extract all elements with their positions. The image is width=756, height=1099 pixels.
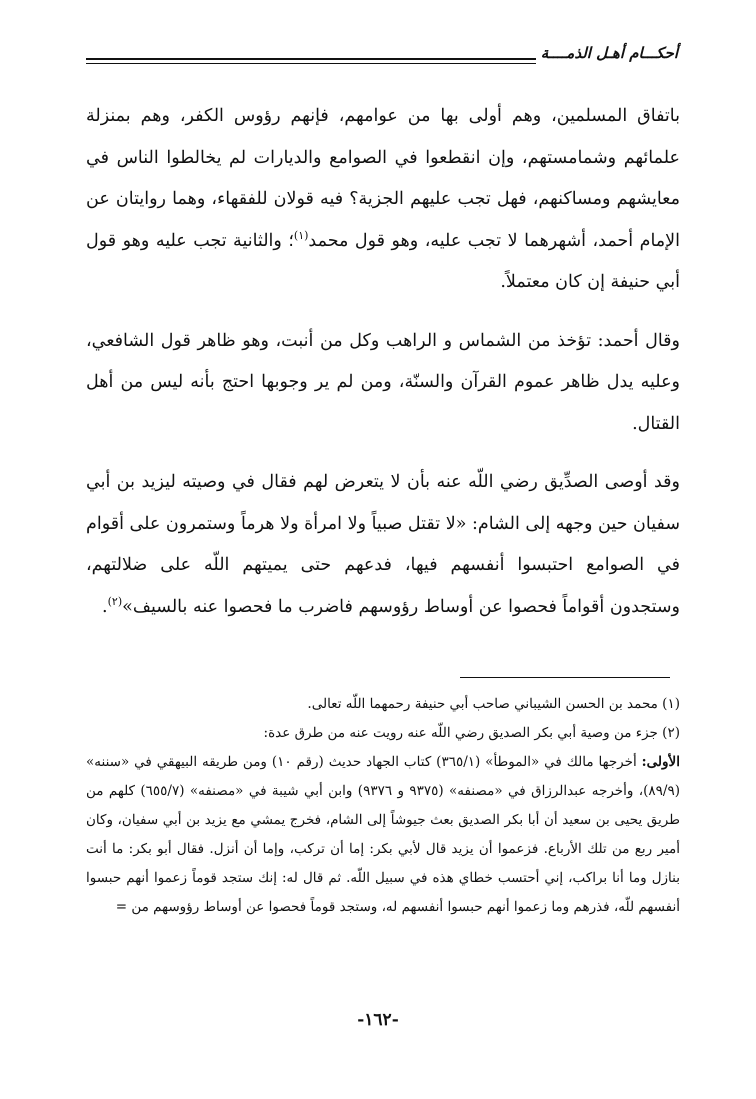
paragraph-3-tail: . xyxy=(102,596,108,617)
footnotes xyxy=(86,690,680,922)
footnote-marker-2[interactable]: (٢) xyxy=(107,594,123,608)
running-header xyxy=(86,42,678,72)
paragraph-2-text: وقال أحمد: تؤخذ من الشماس و الراهب وكل من أنبت، وهو ظاهر قول الشافعي، وعليه يدل ظاهر عموم القرآن والسنّة، ومن لم ير وجوبها احتج بأنه ليس من أهل القتال. xyxy=(86,330,680,434)
header-rule xyxy=(86,58,536,60)
footnote-2: (٢) جزء من وصية أبي بكر الصديق رضي اللّه عنه رويت عنه من طرق عدة: xyxy=(263,725,680,741)
header-rule-thin xyxy=(86,63,536,64)
footnote-3-label: الأولى: xyxy=(641,754,680,770)
footnote-1: (١) محمد بن الحسن الشيباني صاحب أبي حنيفة رحمهما اللّه تعالى. xyxy=(307,696,680,712)
footnote-separator xyxy=(460,677,670,678)
main-text xyxy=(86,96,680,628)
footnote-3 xyxy=(86,748,680,922)
paragraph-3-text: وقد أوصى الصدِّيق رضي اللّه عنه بأن لا يتعرض لهم فقال في وصيته ليزيد بن أبي سفيان حين وجهه إلى الشام: «لا تقتل صبياً ولا امرأة ولا هرماً وستمرون على أقوام في الصوامع احتبسوا أنفسهم فيها، فدعهم حتى يميتهم اللّه على ضلالتهم، وستجدون أقواماً فحصوا عن أوساط رؤوسهم فاضرب ما فحصوا عنه بالسيف» xyxy=(86,472,680,617)
footnote-3-text: أخرجها مالك في «الموطأ» (٣٦٥/١) كتاب الجهاد حديث (رقم ١٠) ومن طريقه البيهقي في «سننه» (٨٩/٩)، وأخرجه عبدالرزاق في «مصنفه» (٩٣٧٥ و ٩٣٧٦) وابن أبي شيبة في «مصنفه» (٦٥٥/٧) كلهم من طريق يحيى بن سعيد أن أبا بكر الصديق بعث جيوشاً إلى الشام، فخرج يمشي مع يزيد بن أبي سفيان، وكان أمير ربع من تلك الأرباع. فزعموا أن يزيد قال لأبي بكر: إما أن تركب، وإما أن أنزل. فقال أبو بكر: ما أنت بنازل وما أنا براكب، إني أحتسب خطاي هذه في سبيل اللّه. ثم قال له: إنك ستجد قوماً زعموا أنهم حبسوا أنفسهم للّه، فذرهم وما زعموا أنهم حبسوا أنفسهم له، وستجد قوماً فحصوا عن أوساط رؤوسهم من = xyxy=(86,754,680,915)
paragraph-3 xyxy=(86,462,680,628)
paragraph-1-tail: ؛ والثانية تجب عليه وهو قول أبي حنيفة إن كان معتملاً. xyxy=(86,230,680,292)
paragraph-2 xyxy=(86,321,680,446)
paragraph-1 xyxy=(86,96,680,304)
footnote-marker-1[interactable]: (١) xyxy=(293,228,309,242)
paragraph-1-text: باتفاق المسلمين، وهم أولى بها من عوامهم، فإنهم رؤوس الكفر، وهم بمنزلة علمائهم وشمامستهم، وإن انقطعوا في الصوامع والديارات لم يخالطوا الناس في معايشهم ومساكنهم، فهل تجب عليهم الجزية؟ فيه قولان للفقهاء، وهما روايتان عن الإمام أحمد، أشهرهما لا تجب عليه، وهو قول محمد xyxy=(86,106,680,251)
header-title: أحكـــام أهـل الذمــــة xyxy=(540,44,678,62)
page-number: -١٦٢- xyxy=(357,1010,399,1030)
